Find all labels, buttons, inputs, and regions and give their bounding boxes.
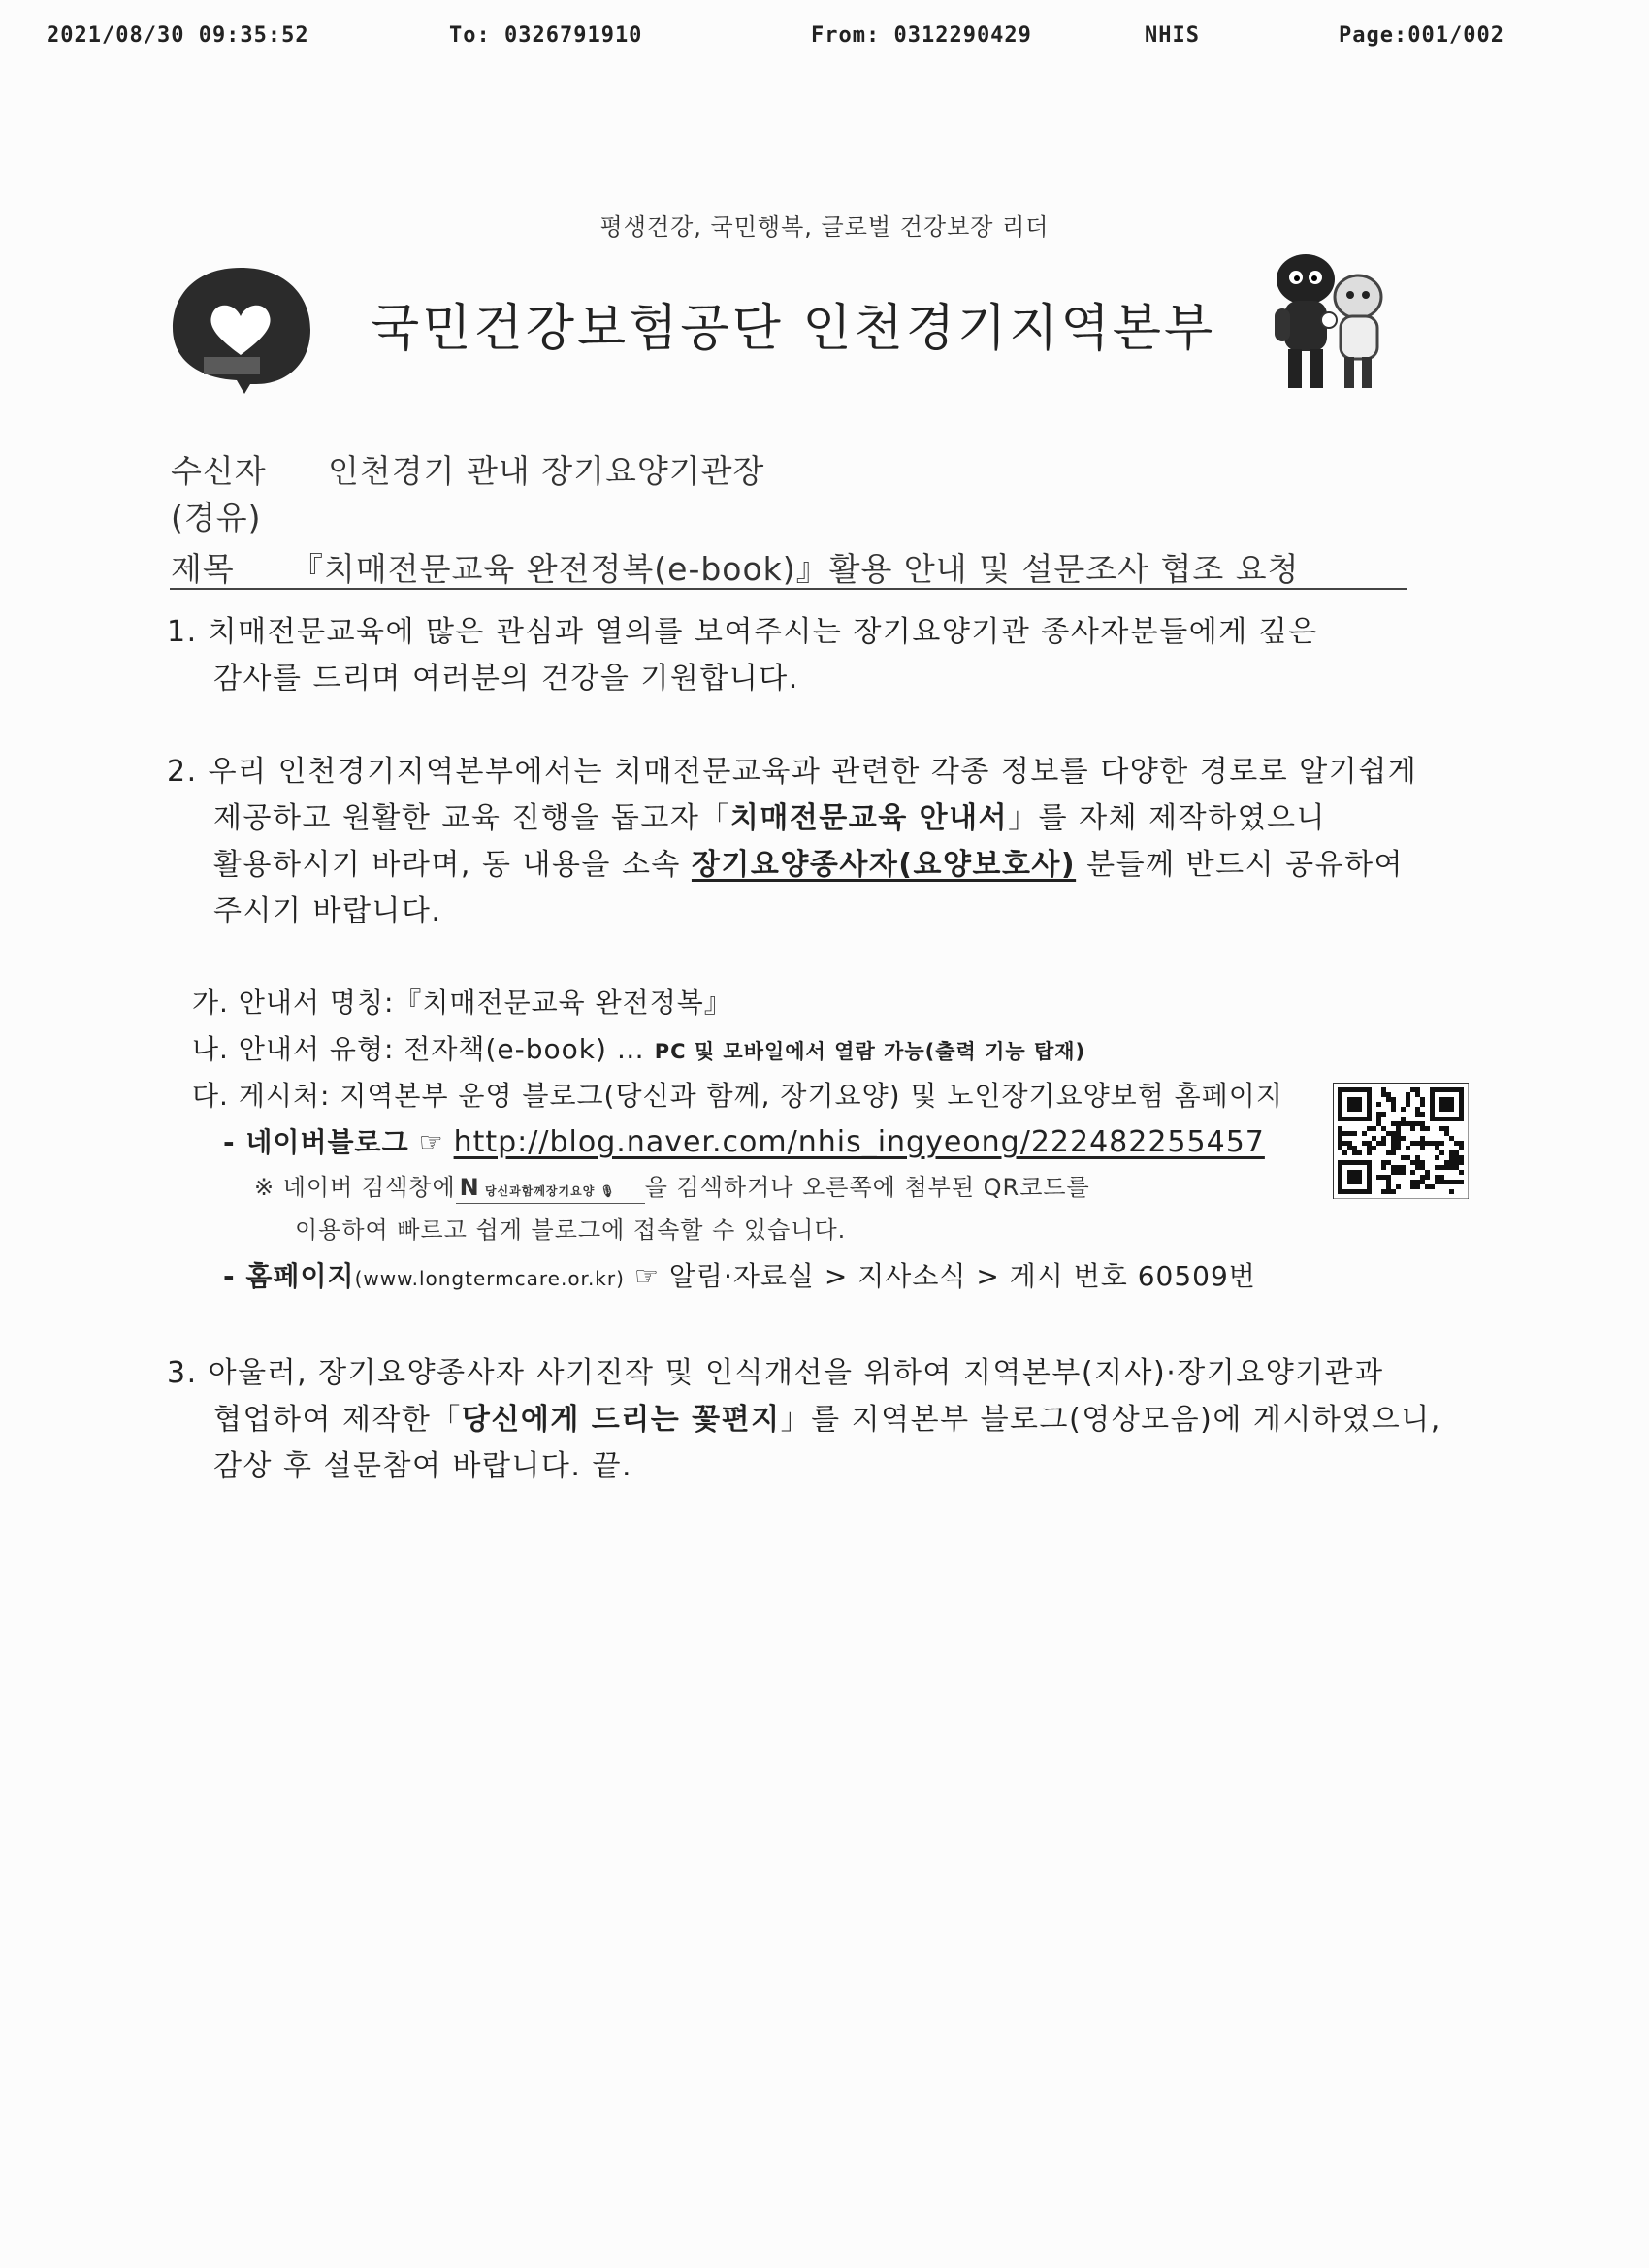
blog-label: - 네이버블로그 xyxy=(223,1126,409,1158)
item3-line2-a: 협업하여 제작한「 xyxy=(213,1403,462,1437)
note-text-a: 네이버 검색창에 xyxy=(282,1174,456,1201)
guide-title: 치매전문교육 안내서 xyxy=(729,801,1009,835)
subject-rule xyxy=(170,588,1406,590)
sub-item-da: 다. 게시처: 지역본부 운영 블로그(당신과 함께, 장기요양) 및 노인장기요양보험 홈페이지 xyxy=(192,1080,1283,1112)
sub-item-na-a: 나. 안내서 유형: 전자책(e-book) … xyxy=(192,1033,655,1065)
item2-line2 xyxy=(213,794,1326,836)
item3-line3: 감상 후 설문참여 바랍니다. 끝. xyxy=(213,1449,632,1483)
subject-label: 제목 xyxy=(171,550,235,588)
organization-title: 국민건강보험공단 인천경기지역본부 xyxy=(371,300,1216,358)
item2-line2-c: 」를 자체 제작하였으니 xyxy=(1008,801,1327,835)
item2-line3 xyxy=(213,840,1404,883)
search-note-line2: 이용하여 빠르고 쉽게 블로그에 접속할 수 있습니다. xyxy=(295,1216,847,1244)
fax-to: To: 0326791910 xyxy=(449,23,643,48)
item2-line2-a: 제공하고 원활한 교육 진행을 돕고자「 xyxy=(213,801,730,835)
item2-line3-a: 활용하시기 바라며, 동 내용을 소속 xyxy=(213,848,692,882)
item1-line1: 1. 치매전문교육에 많은 관심과 열의를 보여주시는 장기요양기관 종사자분들에게 깊은 xyxy=(167,615,1318,649)
note-text-b: 을 검색하거나 오른쪽에 첨부된 QR코드를 xyxy=(644,1174,1090,1201)
flower-letter-title: 당신에게 드리는 꽃편지 xyxy=(461,1403,781,1437)
note-mark: ※ xyxy=(254,1174,275,1201)
recipient-value: 인천경기 관내 장기요양기관장 xyxy=(328,452,765,490)
via-label: (경유) xyxy=(171,499,262,536)
item3-line2-c: 」를 지역본부 블로그(영상모음)에 게시하였으니, xyxy=(780,1403,1441,1437)
fax-from: From: 0312290429 xyxy=(811,23,1032,48)
mascot-characters xyxy=(1261,250,1397,394)
item2-line1: 2. 우리 인천경기지역본부에서는 치매전문교육과 관련한 각종 정보를 다양한 경로로 알기쉽게 xyxy=(167,755,1418,789)
naver-n-icon: N xyxy=(459,1174,480,1201)
qr-code[interactable] xyxy=(1333,1083,1469,1199)
blog-url-link[interactable]: http://blog.naver.com/nhis_ingyeong/222482255457 xyxy=(453,1125,1265,1159)
subject-value: 『치매전문교육 완전정복(e-book)』활용 안내 및 설문조사 협조 요청 xyxy=(291,550,1300,588)
fax-page: Page:001/002 xyxy=(1339,23,1504,48)
sub-item-na-b: PC 및 모바일에서 열람 가능(출력 기능 탑재) xyxy=(654,1040,1086,1063)
pointer-icon: ☞ xyxy=(418,1126,444,1158)
item3-line2 xyxy=(213,1395,1441,1438)
item3-line1: 3. 아울러, 장기요양종사자 사기진작 및 인식개선을 위하여 지역본부(지사)·장기요양기관과 xyxy=(167,1356,1384,1390)
homepage-path: 알림·자료실 > 지사소식 > 게시 번호 60509번 xyxy=(668,1260,1256,1292)
fax-timestamp: 2021/08/30 09:35:52 xyxy=(47,23,309,48)
target-staff: 장기요양종사자(요양보호사) xyxy=(691,848,1077,882)
blog-line xyxy=(223,1121,1265,1160)
homepage-line xyxy=(223,1255,1256,1294)
recipient-label: 수신자 xyxy=(171,452,267,490)
homepage-label: - 홈페이지 xyxy=(223,1260,355,1292)
search-note-line1 xyxy=(254,1168,1090,1204)
search-query: 당신과함께장기요양 xyxy=(484,1184,596,1198)
naver-search-box xyxy=(456,1174,645,1204)
item2-line4: 주시기 바랍니다. xyxy=(213,894,442,928)
slogan: 평생건강, 국민행복, 글로벌 건강보장 리더 xyxy=(599,213,1050,241)
item1-line2: 감사를 드리며 여러분의 건강을 기원합니다. xyxy=(213,662,799,696)
homepage-url[interactable]: (www.longtermcare.or.kr) xyxy=(354,1267,625,1290)
sub-item-ga: 가. 안내서 명칭:『치매전문교육 완전정복』 xyxy=(192,987,732,1019)
fax-sender: NHIS xyxy=(1145,23,1200,48)
item2-line3-c: 분들께 반드시 공유하여 xyxy=(1076,848,1405,882)
pointer-icon-2: ☞ xyxy=(633,1260,660,1292)
microphone-icon: 🎙 xyxy=(599,1184,616,1198)
sub-item-na xyxy=(192,1028,1085,1067)
nhis-heart-logo xyxy=(167,260,314,396)
